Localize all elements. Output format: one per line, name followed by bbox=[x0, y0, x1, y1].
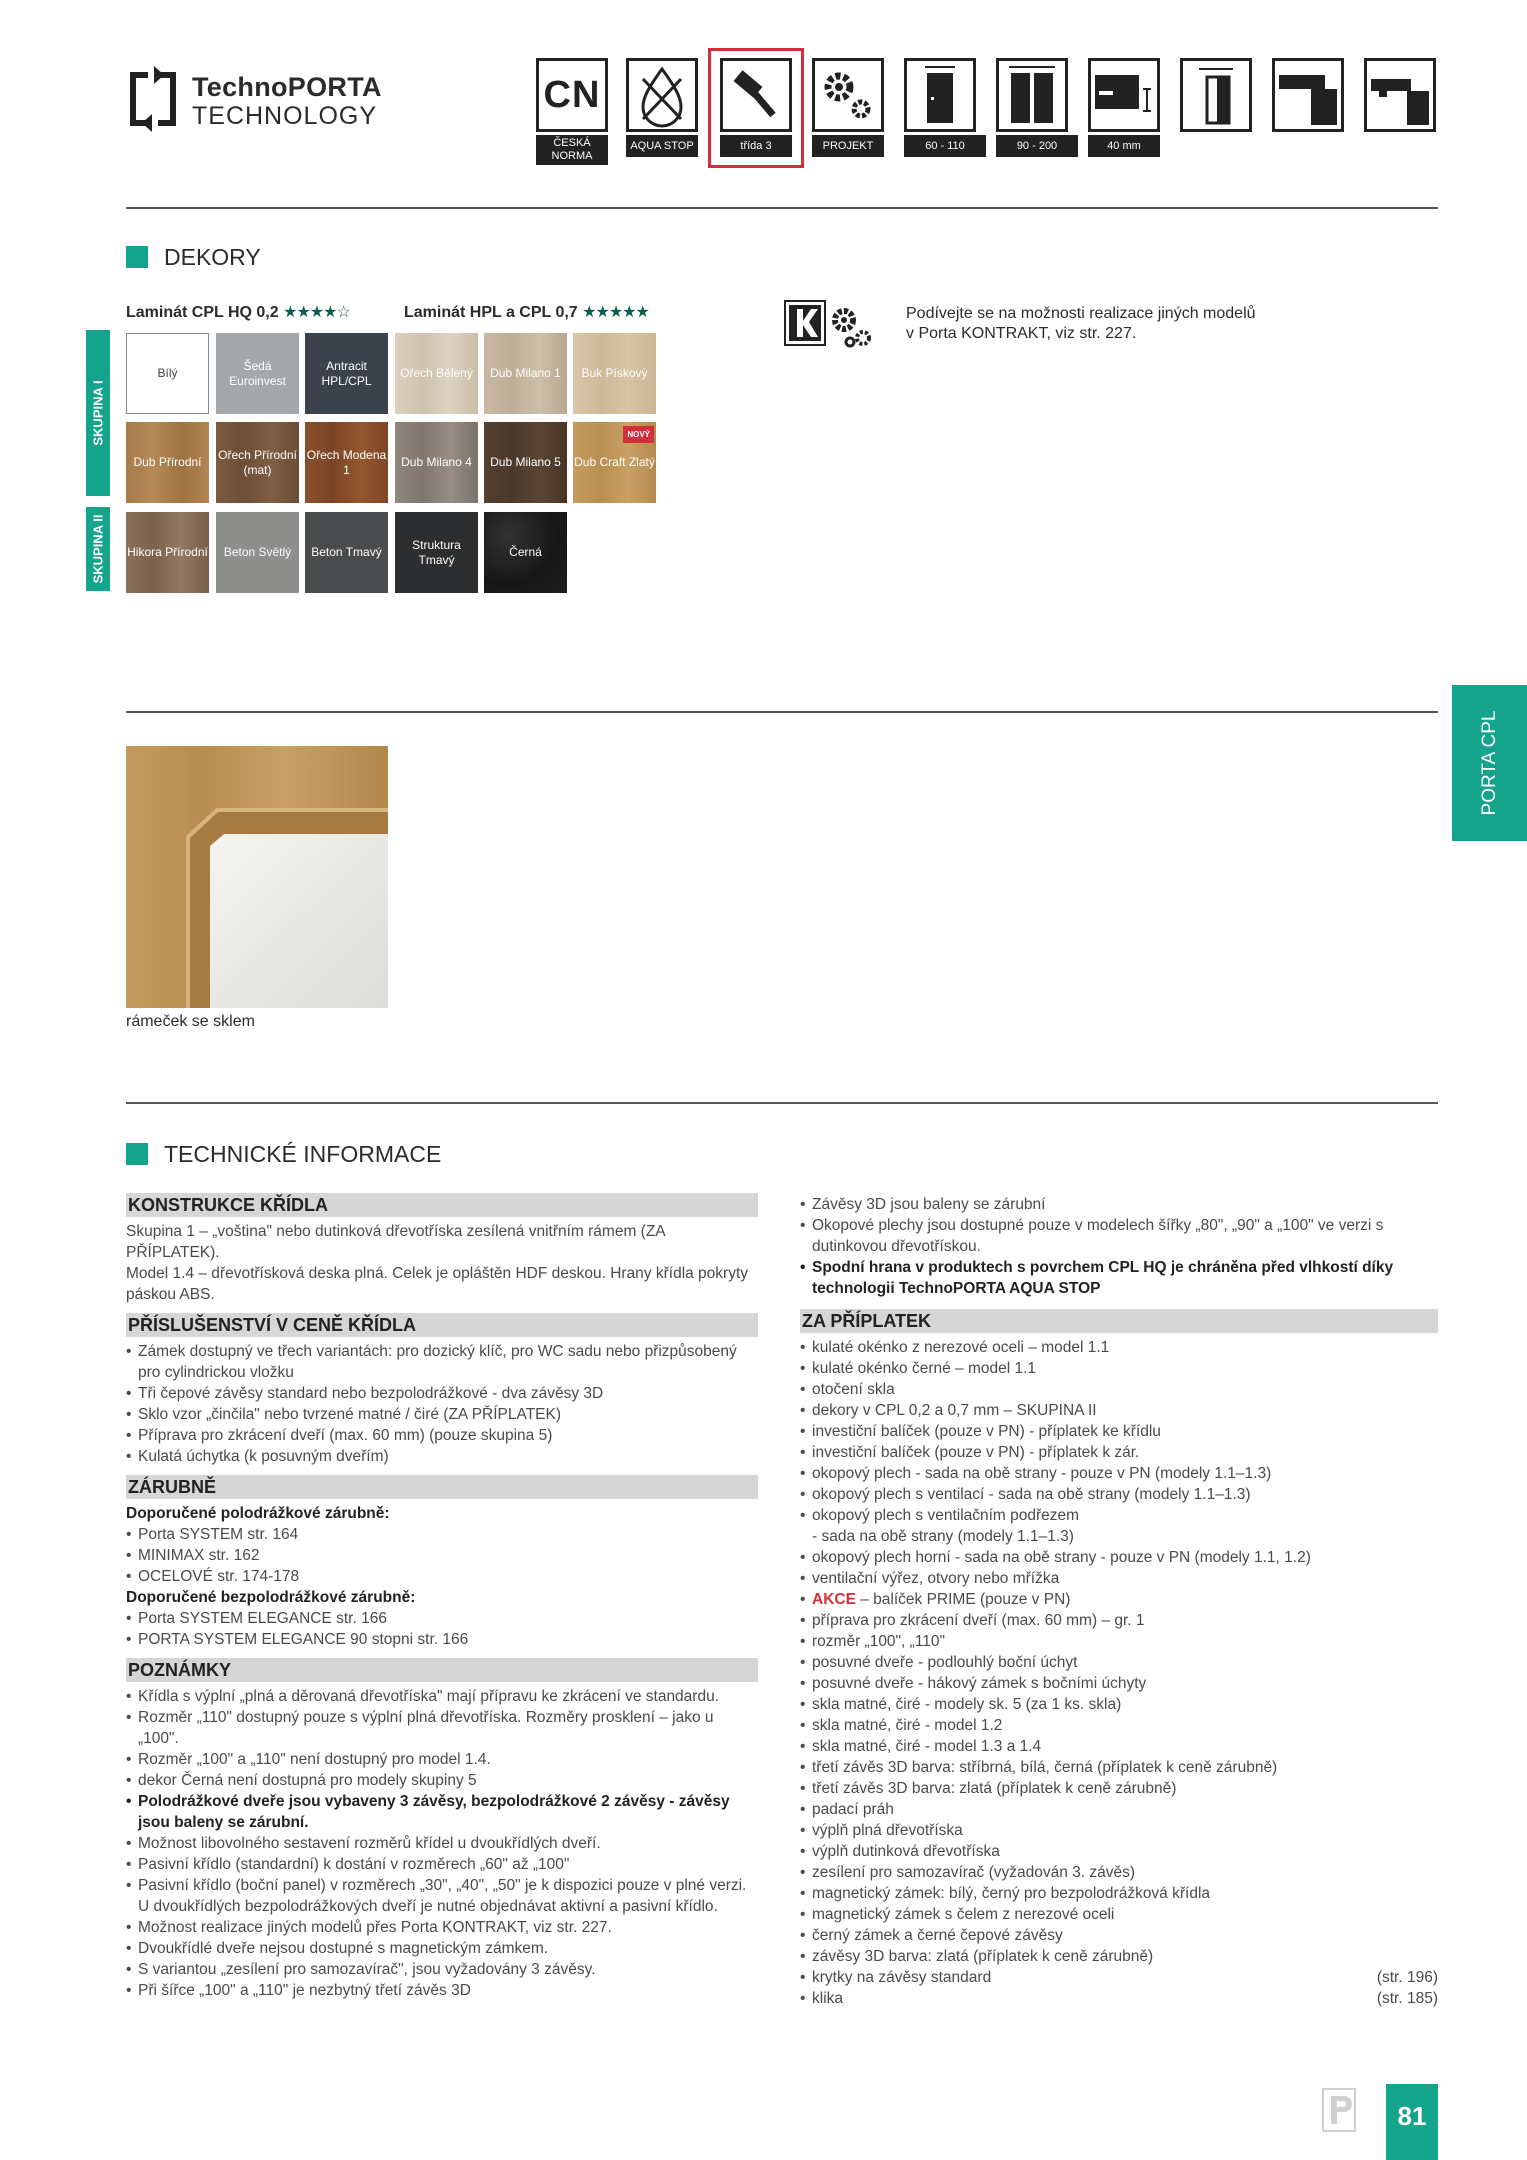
list-item: • OCELOVÉ str. 174-178 bbox=[126, 1566, 758, 1587]
list-item: • ventilační výřez, otvory nebo mřížka bbox=[800, 1568, 1438, 1589]
list-item: • třetí závěs 3D barva: zlatá (příplatek k ceně zárubně) bbox=[800, 1778, 1438, 1799]
aqua-stop-icon bbox=[626, 58, 698, 132]
swatch: Antracit HPL/CPL bbox=[305, 333, 388, 414]
list-item-ref: • krytky na závěsy standard (str. 196) bbox=[800, 1967, 1438, 1988]
list-item: • okopový plech s ventilačním podřezem bbox=[800, 1505, 1438, 1526]
laminate-hpl-cpl bbox=[404, 302, 649, 322]
list-item: • rozměr „100", „110" bbox=[800, 1631, 1438, 1652]
swatch: Ořech Přírodní (mat) bbox=[216, 422, 299, 503]
gears-icon bbox=[812, 58, 884, 132]
list-item: • MINIMAX str. 162 bbox=[126, 1545, 758, 1566]
list-item: • výplň plná dřevotříska bbox=[800, 1820, 1438, 1841]
icon-label-project: PROJEKT bbox=[812, 135, 884, 157]
list-item: • příprava pro zkrácení dveří (max. 60 mm) – gr. 1 bbox=[800, 1610, 1438, 1631]
poznamky-heading: POZNÁMKY bbox=[126, 1658, 758, 1682]
frame-icon bbox=[1180, 58, 1252, 132]
laminate-hpl-cpl-label: Laminát HPL a CPL 0,7 bbox=[404, 304, 578, 321]
side-tab-porta-cpl: PORTA CPL bbox=[1452, 685, 1527, 841]
list-item: • Polodrážkové dveře jsou vybaveny 3 závěsy, bezpolodrážkové 2 závěsy - závěsy bbox=[126, 1791, 758, 1812]
list-item: • skla matné, čiré - modely sk. 5 (za 1 ks. skla) bbox=[800, 1694, 1438, 1715]
list-item: • Příprava pro zkrácení dveří (max. 60 mm) (pouze skupina 5) bbox=[126, 1425, 758, 1446]
list-item: • Porta SYSTEM str. 164 bbox=[126, 1524, 758, 1545]
list-item: • Závěsy 3D jsou baleny se zárubní bbox=[800, 1194, 1438, 1215]
konstrukce-text: Skupina 1 – „voština" nebo dutinková dřevotříska zesílená vnitřním rámem (ZA PŘÍPLATEK). bbox=[126, 1223, 665, 1261]
swatch: Šedá Euroinvest bbox=[216, 333, 299, 414]
hammer-icon bbox=[720, 58, 792, 132]
list-item: • magnetický zámek: bílý, černý pro bezpolodrážková křídla bbox=[800, 1883, 1438, 1904]
brand-name: TechnoPORTA bbox=[192, 72, 382, 102]
page-ref: (str. 185) bbox=[1376, 1990, 1438, 2007]
list-item: • Okopové plechy jsou dostupné pouze v modelech šířky „80", „90" a „100" ve verzi s bbox=[800, 1215, 1438, 1236]
laminate-cpl-hq-label: Laminát CPL HQ 0,2 bbox=[126, 304, 279, 321]
akce-label: AKCE bbox=[812, 1591, 856, 1608]
double-door-icon bbox=[996, 58, 1068, 132]
list-item: • investiční balíček (pouze v PN) - příplatek k zár. bbox=[800, 1442, 1438, 1463]
icon-label-width-double: 90 - 200 bbox=[996, 135, 1078, 157]
list-item: • Možnost libovolného sestavení rozměrů křídel u dvoukřídlých dveří. bbox=[126, 1833, 758, 1854]
shorten-icon bbox=[1088, 58, 1160, 132]
icon-label-shorten: 40 mm bbox=[1088, 135, 1160, 157]
kontrakt-note: Podívejte se na možnosti realizace jiných modelů v Porta KONTRAKT, viz str. 227. bbox=[906, 305, 1256, 342]
swatch: Ořech Modena 1 bbox=[305, 422, 388, 503]
list-item: • zesílení pro samozavírač (vyžadován 3. závěs) bbox=[800, 1862, 1438, 1883]
group-label-2: SKUPINA II bbox=[86, 507, 110, 591]
konstrukce-text: Model 1.4 – dřevotřísková deska plná. Celek je opláštěn HDF deskou. Hrany křídla pokryty bbox=[126, 1265, 749, 1282]
swatch: Dub Milano 1 bbox=[484, 333, 567, 414]
list-item: • Tři čepové závěsy standard nebo bezpolodrážkové - dva závěsy 3D bbox=[126, 1383, 758, 1404]
divider-mid bbox=[126, 711, 1438, 713]
list-item: • Zámek dostupný ve třech variantách: pro dozický klíč, pro WC sadu nebo přizpůsobený bbox=[126, 1341, 758, 1362]
konstrukce-text: páskou ABS. bbox=[126, 1286, 215, 1303]
list-item: • okopový plech horní - sada na obě strany - pouze v PN (modely 1.1, 1.2) bbox=[800, 1547, 1438, 1568]
list-item: • okopový plech s ventilací - sada na obě strany (modely 1.1–1.3) bbox=[800, 1484, 1438, 1505]
swatch: Bílý bbox=[126, 333, 209, 414]
icon-label-class: třída 3 bbox=[720, 135, 792, 157]
list-item: • PORTA SYSTEM ELEGANCE 90 stopni str. 166 bbox=[126, 1629, 758, 1650]
list-item: • dekory v CPL 0,2 a 0,7 mm – SKUPINA II bbox=[800, 1400, 1438, 1421]
swatch: Buk Pískový bbox=[573, 333, 656, 414]
swatch: Struktura Tmavý bbox=[395, 512, 478, 593]
icon-label-width-single: 60 - 110 bbox=[904, 135, 986, 157]
image-caption: rámeček se sklem bbox=[126, 1013, 255, 1030]
list-item-cont: U dvoukřídlých bezpolodrážkových dveří je nutné objednávat aktivní a pasivní křídlo. bbox=[138, 1898, 718, 1915]
porta-p-icon bbox=[1322, 2088, 1356, 2132]
group-label-1: SKUPINA I bbox=[86, 330, 110, 496]
list-item: • třetí závěs 3D barva: stříbrná, bílá, černá (příplatek k ceně zárubně) bbox=[800, 1757, 1438, 1778]
dekory-title: DEKORY bbox=[164, 244, 261, 270]
icon-label-cn: ČESKÁ NORMA bbox=[536, 135, 608, 165]
list-item: • okopový plech - sada na obě strany - pouze v PN (modely 1.1–1.3) bbox=[800, 1463, 1438, 1484]
list-item: • Sklo vzor „činčila" nebo tvrzené matné / čiré (ZA PŘÍPLATEK) bbox=[126, 1404, 758, 1425]
list-item-cont: - sada na obě strany (modely 1.1–1.3) bbox=[812, 1528, 1074, 1545]
list-item: • padací práh bbox=[800, 1799, 1438, 1820]
list-item: • posuvné dveře - podlouhlý boční úchyt bbox=[800, 1652, 1438, 1673]
list-item: • Kulatá úchytka (k posuvným dveřím) bbox=[126, 1446, 758, 1467]
list-item-akce: • AKCE – balíček PRIME (pouze v PN) bbox=[800, 1589, 1438, 1610]
list-item: • černý zámek a černé čepové závěsy bbox=[800, 1925, 1438, 1946]
list-item: • magnetický zámek s čelem z nerezové oceli bbox=[800, 1904, 1438, 1925]
laminate-cpl-hq bbox=[126, 302, 350, 322]
page-ref: (str. 196) bbox=[1376, 1969, 1438, 1986]
swatch: Dub Přírodní bbox=[126, 422, 209, 503]
cn-icon: CN bbox=[536, 58, 608, 132]
section-marker bbox=[126, 246, 148, 268]
list-item: • Rozměr „100" a „110" není dostupný pro model 1.4. bbox=[126, 1749, 758, 1770]
section-marker bbox=[126, 1143, 148, 1165]
swatch-new bbox=[573, 422, 656, 503]
divider-bottom bbox=[126, 1102, 1438, 1104]
list-item: • výplň dutinková dřevotříska bbox=[800, 1841, 1438, 1862]
list-item: • Rozměr „110" dostupný pouze s výplní plná dřevotříska. Rozměry prosklení – jako u „100". bbox=[126, 1707, 758, 1749]
priplatek-heading: ZA PŘÍPLATEK bbox=[800, 1309, 1438, 1333]
swatch: Beton Tmavý bbox=[305, 512, 388, 593]
list-item: • kulaté okénko z nerezové oceli – model 1.1 bbox=[800, 1337, 1438, 1358]
zarubne-heading: ZÁRUBNĚ bbox=[126, 1475, 758, 1499]
list-item: • Porta SYSTEM ELEGANCE str. 166 bbox=[126, 1608, 758, 1629]
zarubne-subheading: Doporučené polodrážkové zárubně: bbox=[126, 1505, 390, 1522]
step-frame-icon-2 bbox=[1364, 58, 1436, 132]
brand-subtitle: TECHNOLOGY bbox=[192, 102, 378, 130]
divider-top bbox=[126, 207, 1438, 209]
list-item: • kulaté okénko černé – model 1.1 bbox=[800, 1358, 1438, 1379]
list-item: • Pasivní křídlo (standardní) k dostání v rozměrech „60" až „100" bbox=[126, 1854, 758, 1875]
step-frame-icon-1 bbox=[1272, 58, 1344, 132]
prislusenstvi-heading: PŘÍSLUŠENSTVÍ V CENĚ KŘÍDLA bbox=[126, 1313, 758, 1337]
list-item: • Možnost realizace jiných modelů přes Porta KONTRAKT, viz str. 227. bbox=[126, 1917, 758, 1938]
list-item: • S variantou „zesílení pro samozavírač", jsou vyžadovány 3 závěsy. bbox=[126, 1959, 758, 1980]
brand-logo bbox=[124, 64, 384, 136]
stars-icon: ★★★★☆ bbox=[283, 304, 350, 321]
stars-icon: ★★★★★ bbox=[582, 304, 649, 321]
list-item-cont: technologii TechnoPORTA AQUA STOP bbox=[812, 1280, 1101, 1297]
list-item: • skla matné, čiré - model 1.2 bbox=[800, 1715, 1438, 1736]
single-door-icon bbox=[904, 58, 976, 132]
tech-title: TECHNICKÉ INFORMACE bbox=[164, 1141, 442, 1167]
list-item: • Dvoukřídlé dveře nejsou dostupné s magnetickým zámkem. bbox=[126, 1938, 758, 1959]
list-item: • otočení skla bbox=[800, 1379, 1438, 1400]
list-item: • investiční balíček (pouze v PN) - příplatek ke křídlu bbox=[800, 1421, 1438, 1442]
list-item-cont: pro cylindrickou vložku bbox=[138, 1364, 294, 1381]
swatch: Beton Světlý bbox=[216, 512, 299, 593]
swatch-label: Dub Craft Zlatý bbox=[574, 455, 655, 469]
swatch: Dub Milano 5 bbox=[484, 422, 567, 503]
list-item: • posuvné dveře - hákový zámek s bočními úchyty bbox=[800, 1673, 1438, 1694]
list-item-cont: dutinkovou dřevotřískou. bbox=[812, 1238, 981, 1255]
swatch: Dub Milano 4 bbox=[395, 422, 478, 503]
page-number: 81 bbox=[1386, 2084, 1438, 2160]
list-item: • skla matné, čiré - model 1.3 a 1.4 bbox=[800, 1736, 1438, 1757]
tech-left-column bbox=[126, 1193, 758, 2001]
new-badge: NOVÝ bbox=[623, 426, 654, 443]
frame-with-glass-photo bbox=[126, 746, 388, 1008]
list-item: • Při šířce „100" a „110" je nezbytný třetí závěs 3D bbox=[126, 1980, 758, 2001]
swatch: Hikora Přírodní bbox=[126, 512, 209, 593]
zarubne-subheading: Doporučené bezpolodrážkové zárubně: bbox=[126, 1589, 416, 1606]
list-item-cont: jsou baleny se zárubní. bbox=[138, 1814, 309, 1831]
list-item: • Pasivní křídlo (boční panel) v rozměrech „30", „40", „50" je k dispozici pouze v plné verzi. bbox=[126, 1875, 758, 1896]
konstrukce-heading: KONSTRUKCE KŘÍDLA bbox=[126, 1193, 758, 1217]
technoporta-logo-mark bbox=[124, 64, 182, 134]
kontrakt-gears-icon bbox=[784, 300, 884, 350]
tech-right-column bbox=[800, 1194, 1438, 2009]
icon-label-aqua: AQUA STOP bbox=[626, 135, 698, 157]
list-item-ref: • klika (str. 185) bbox=[800, 1988, 1438, 2009]
swatch: Černá bbox=[484, 512, 567, 593]
list-item: • Křídla s výplní „plná a děrovaná dřevotříska" mají přípravu ke zkrácení ve standardu. bbox=[126, 1686, 758, 1707]
list-item: • Spodní hrana v produktech s povrchem CPL HQ je chráněna před vlhkostí díky bbox=[800, 1257, 1438, 1278]
swatch: Ořech Bělený bbox=[395, 333, 478, 414]
list-item: • závěsy 3D barva: zlatá (příplatek k ceně zárubně) bbox=[800, 1946, 1438, 1967]
list-item: • dekor Černá není dostupná pro modely skupiny 5 bbox=[126, 1770, 758, 1791]
